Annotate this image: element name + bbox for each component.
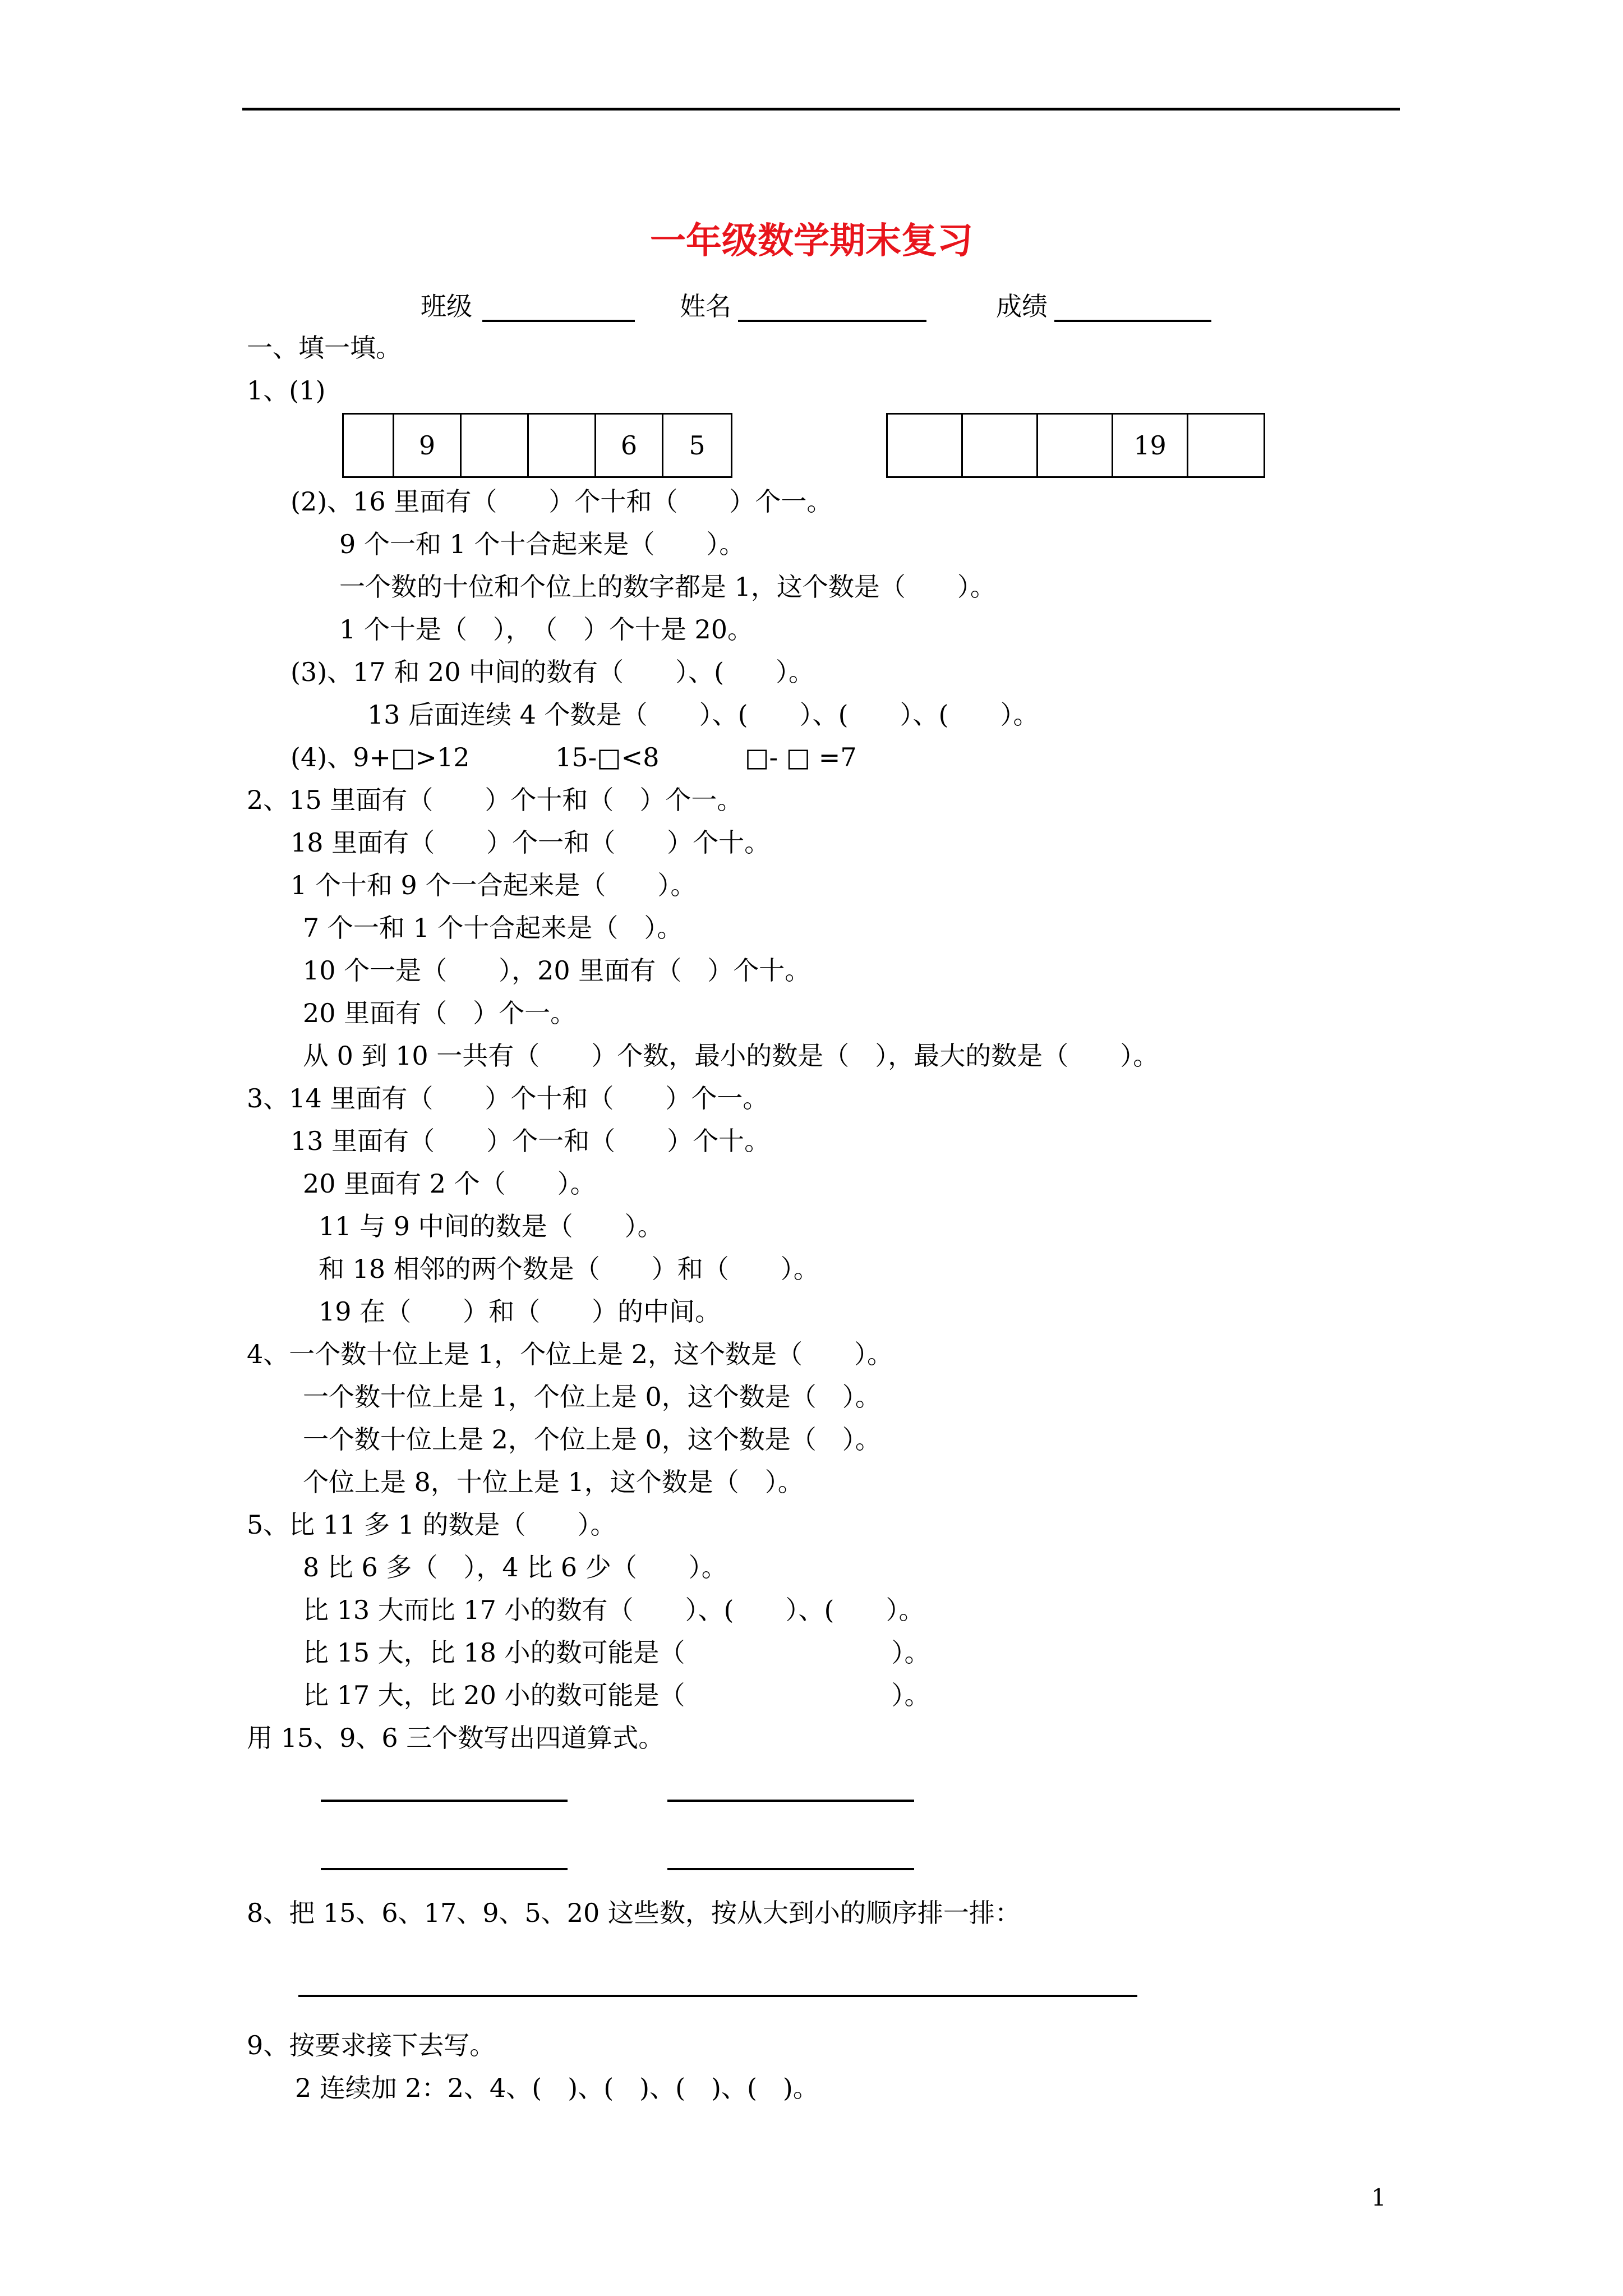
section-title: 一、填一填。 xyxy=(247,333,402,363)
question-line: 11 与 9 中间的数是（ ）。 xyxy=(319,1211,663,1241)
number-box-cell[interactable]: 19 xyxy=(1113,415,1188,476)
question-line: 1 个十和 9 个一合起来是（ ）。 xyxy=(291,870,697,900)
number-box-cell[interactable]: 5 xyxy=(689,430,706,461)
question-line: 用 15、9、6 三个数写出四道算式。 xyxy=(247,1723,665,1753)
question-line: 9 个一和 1 个十合起来是（ ）。 xyxy=(339,529,745,559)
question-line: 8、把 15、6、17、9、5、20 这些数，按从大到小的顺序排一排： xyxy=(247,1898,1021,1928)
question-line: (4)、9+□>12 15-□<8 □- □ =7 xyxy=(291,742,857,772)
number-box-cell[interactable] xyxy=(963,415,1038,476)
score-label: 成绩 xyxy=(996,291,1048,321)
question-line: 5、比 11 多 1 的数是（ ）。 xyxy=(247,1510,616,1540)
number-box-cell[interactable] xyxy=(1188,415,1264,476)
question-line: (2)、16 里面有（ ）个十和（ ）个一。 xyxy=(291,486,833,517)
class-field[interactable] xyxy=(482,320,635,322)
name-label: 姓名 xyxy=(680,291,731,321)
number-box-row-left xyxy=(342,413,732,478)
number-box-cell[interactable]: 9 xyxy=(394,415,462,476)
question-line: 13 后面连续 4 个数是（ ）、( ）、( ）、( ）。 xyxy=(367,700,1039,730)
number-box-row-right xyxy=(886,413,1265,478)
number-box-cell[interactable] xyxy=(1038,415,1113,476)
page-number: 1 xyxy=(1371,2184,1386,2211)
question-1-label: 1、(1) xyxy=(247,375,326,406)
question-line: 7 个一和 1 个十合起来是（ ）。 xyxy=(303,913,683,943)
question-line: 9、按要求接下去写。 xyxy=(247,2030,496,2060)
question-line: 和 18 相邻的两个数是（ ）和（ ）。 xyxy=(319,1254,819,1284)
question-line: 10 个一是（ ），20 里面有（ ）个十。 xyxy=(303,955,811,986)
number-box-cell[interactable] xyxy=(462,415,529,476)
score-field[interactable] xyxy=(1054,320,1211,322)
equation-answer-blank[interactable] xyxy=(321,1868,568,1870)
question-line: 8 比 6 多（ ），4 比 6 少（ ）。 xyxy=(303,1552,727,1582)
number-box-cell[interactable] xyxy=(888,415,963,476)
question-line: 一个数十位上是 2，个位上是 0，这个数是（ ）。 xyxy=(303,1424,881,1455)
equation-answer-blank[interactable] xyxy=(321,1800,568,1802)
equation-answer-blank[interactable] xyxy=(667,1800,914,1802)
question-line: 一个数的十位和个位上的数字都是 1，这个数是（ ）。 xyxy=(339,572,996,602)
question-line: 1 个十是（ ）， （ ）个十是 20。 xyxy=(339,614,754,645)
question-line: 从 0 到 10 一共有（ ）个数，最小的数是（ ），最大的数是（ ）。 xyxy=(303,1041,1159,1071)
question-line: 2、15 里面有（ ）个十和（ ）个一。 xyxy=(247,785,743,815)
header-rule xyxy=(242,108,1400,111)
question-line: 19 在（ ）和（ ）的中间。 xyxy=(319,1296,721,1327)
question-line: (3)、17 和 20 中间的数有（ ）、( ）。 xyxy=(291,657,815,687)
equation-answer-blank[interactable] xyxy=(667,1868,914,1870)
question-line: 20 里面有（ ）个一。 xyxy=(303,998,577,1028)
question-line: 20 里面有 2 个（ ）。 xyxy=(303,1168,596,1199)
question-line: 比 13 大而比 17 小的数有（ ）、( ）、( ）。 xyxy=(303,1595,925,1625)
question-line: 一个数十位上是 1，个位上是 0，这个数是（ ）。 xyxy=(303,1382,881,1412)
question-line: 4、一个数十位上是 1，个位上是 2，这个数是（ ）。 xyxy=(247,1339,893,1369)
question-line: 比 15 大，比 18 小的数可能是（ ）。 xyxy=(303,1637,930,1668)
name-field[interactable] xyxy=(738,320,926,322)
ordering-answer-blank[interactable] xyxy=(298,1995,1137,1997)
question-line: 个位上是 8，十位上是 1，这个数是（ ）。 xyxy=(303,1467,804,1497)
class-label: 班级 xyxy=(421,291,472,321)
question-line: 18 里面有（ ）个一和（ ）个十。 xyxy=(291,827,771,858)
number-box-cell[interactable] xyxy=(529,415,596,476)
question-line: 13 里面有（ ）个一和（ ）个十。 xyxy=(291,1126,771,1156)
number-box-cell[interactable]: 6 xyxy=(596,415,663,476)
number-box-cell[interactable] xyxy=(344,415,394,476)
question-line: 3、14 里面有（ ）个十和（ ）个一。 xyxy=(247,1083,769,1114)
question-line: 2 连续加 2：2、4、( )、( )、( )、( )。 xyxy=(295,2073,819,2103)
question-line: 比 17 大，比 20 小的数可能是（ ）。 xyxy=(303,1680,930,1710)
page-title: 一年级数学期末复习 xyxy=(650,220,973,262)
